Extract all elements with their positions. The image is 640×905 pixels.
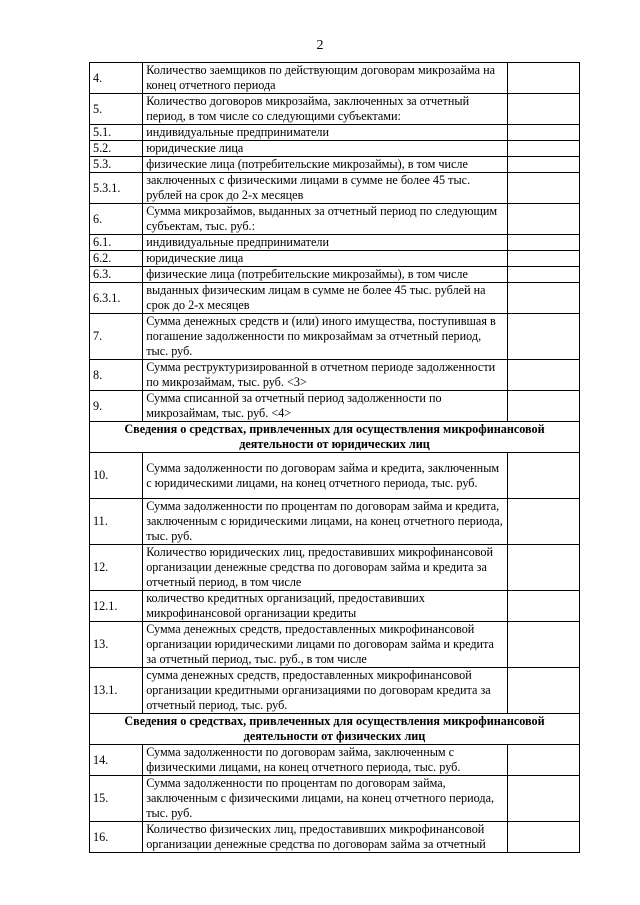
value-cell: [507, 173, 579, 204]
row-description: Сумма задолженности по процентам по договорам займа, заключенным с физическими лицами, на конец отчетного периода, тыс. руб.: [143, 776, 507, 822]
row-description: выданных физическим лицам в сумме не более 45 тыс. рублей на срок до 2-х месяцев: [143, 283, 507, 314]
table-row: [90, 283, 580, 314]
value-cell: [507, 157, 579, 173]
row-number: 5.: [90, 94, 143, 125]
row-description: физические лица (потребительские микрозаймы), в том числе: [143, 267, 507, 283]
table-row: [90, 360, 580, 391]
section-header-row: [90, 422, 580, 453]
value-cell: [507, 591, 579, 622]
table-row: [90, 267, 580, 283]
value-cell: [507, 360, 579, 391]
table-row: [90, 173, 580, 204]
value-cell: [507, 822, 579, 853]
page-number: 2: [316, 38, 324, 53]
row-number: 5.1.: [90, 125, 143, 141]
table-row: [90, 822, 580, 853]
report-table: [89, 62, 580, 853]
row-number: 7.: [90, 314, 143, 360]
value-cell: [507, 499, 579, 545]
row-number: 6.2.: [90, 251, 143, 267]
row-description: Количество договоров микрозайма, заключенных за отчетный период, в том числе со следующими субъектами:: [143, 94, 507, 125]
row-description: Сумма задолженности по договорам займа и кредита, заключенным с юридическими лицами, на конец отчетного периода, тыс. руб.: [143, 453, 507, 499]
value-cell: [507, 668, 579, 714]
row-number: 5.3.1.: [90, 173, 143, 204]
value-cell: [507, 545, 579, 591]
value-cell: [507, 453, 579, 499]
report-table-body: [90, 63, 580, 853]
value-cell: [507, 622, 579, 668]
table-row: [90, 545, 580, 591]
table-row: [90, 235, 580, 251]
value-cell: [507, 314, 579, 360]
table-row: [90, 745, 580, 776]
value-cell: [507, 267, 579, 283]
row-description: индивидуальные предприниматели: [143, 235, 507, 251]
row-number: 6.: [90, 204, 143, 235]
row-number: 13.: [90, 622, 143, 668]
row-number: 4.: [90, 63, 143, 94]
value-cell: [507, 141, 579, 157]
row-number: 6.1.: [90, 235, 143, 251]
row-description: юридические лица: [143, 251, 507, 267]
table-row: [90, 591, 580, 622]
row-description: количество кредитных организаций, предоставивших микрофинансовой организации кредиты: [143, 591, 507, 622]
row-number: 10.: [90, 453, 143, 499]
row-description: Сумма денежных средств и (или) иного имущества, поступившая в погашение задолженности по микрозаймам за отчетный период, тыс. руб.: [143, 314, 507, 360]
table-row: [90, 314, 580, 360]
value-cell: [507, 204, 579, 235]
row-description: Количество физических лиц, предоставивших микрофинансовой организации денежные средства по договорам займа за отчетный: [143, 822, 507, 853]
value-cell: [507, 251, 579, 267]
value-cell: [507, 125, 579, 141]
row-number: 9.: [90, 391, 143, 422]
table-row: [90, 622, 580, 668]
section-title: Сведения о средствах, привлеченных для осуществления микрофинансовой деятельности от физических лиц: [90, 714, 580, 745]
row-number: 14.: [90, 745, 143, 776]
row-description: индивидуальные предприниматели: [143, 125, 507, 141]
row-description: юридические лица: [143, 141, 507, 157]
table-row: [90, 453, 580, 499]
table-row: [90, 499, 580, 545]
value-cell: [507, 745, 579, 776]
row-number: 5.3.: [90, 157, 143, 173]
row-number: 8.: [90, 360, 143, 391]
row-number: 11.: [90, 499, 143, 545]
table-row: [90, 141, 580, 157]
row-number: 16.: [90, 822, 143, 853]
row-number: 12.: [90, 545, 143, 591]
table-row: [90, 63, 580, 94]
row-number: 15.: [90, 776, 143, 822]
row-number: 6.3.: [90, 267, 143, 283]
table-row: [90, 94, 580, 125]
section-title: Сведения о средствах, привлеченных для осуществления микрофинансовой деятельности от юридических лиц: [90, 422, 580, 453]
value-cell: [507, 235, 579, 251]
table-row: [90, 776, 580, 822]
value-cell: [507, 94, 579, 125]
table-row: [90, 125, 580, 141]
section-header-row: [90, 714, 580, 745]
row-description: заключенных с физическими лицами в сумме не более 45 тыс. рублей на срок до 2-х месяцев: [143, 173, 507, 204]
table-row: [90, 204, 580, 235]
value-cell: [507, 391, 579, 422]
row-description: Сумма микрозаймов, выданных за отчетный период по следующим субъектам, тыс. руб.:: [143, 204, 507, 235]
row-description: Сумма денежных средств, предоставленных микрофинансовой организации юридическими лицами по договорам займа и кредита за отчетный период, тыс. руб., в том числе: [143, 622, 507, 668]
table-row: [90, 251, 580, 267]
value-cell: [507, 283, 579, 314]
table-row: [90, 391, 580, 422]
row-number: 5.2.: [90, 141, 143, 157]
table-row: [90, 668, 580, 714]
row-description: Сумма списанной за отчетный период задолженности по микрозаймам, тыс. руб. <4>: [143, 391, 507, 422]
table-row: [90, 157, 580, 173]
row-description: Количество заемщиков по действующим договорам микрозайма на конец отчетного периода: [143, 63, 507, 94]
row-number: 6.3.1.: [90, 283, 143, 314]
value-cell: [507, 63, 579, 94]
row-description: сумма денежных средств, предоставленных микрофинансовой организации кредитными организациями по договорам кредита за отчетный период, тыс. руб.: [143, 668, 507, 714]
row-description: Сумма задолженности по договорам займа, заключенным с физическими лицами, на конец отчетного периода, тыс. руб.: [143, 745, 507, 776]
row-number: 12.1.: [90, 591, 143, 622]
row-description: физические лица (потребительские микрозаймы), в том числе: [143, 157, 507, 173]
row-description: Количество юридических лиц, предоставивших микрофинансовой организации денежные средства по договорам займа и кредита за отчетный период, в том числе: [143, 545, 507, 591]
row-number: 13.1.: [90, 668, 143, 714]
value-cell: [507, 776, 579, 822]
row-description: Сумма задолженности по процентам по договорам займа и кредита, заключенным с юридическими лицами, на конец отчетного периода, тыс. руб.: [143, 499, 507, 545]
row-description: Сумма реструктуризированной в отчетном периоде задолженности по микрозаймам, тыс. руб. <3>: [143, 360, 507, 391]
